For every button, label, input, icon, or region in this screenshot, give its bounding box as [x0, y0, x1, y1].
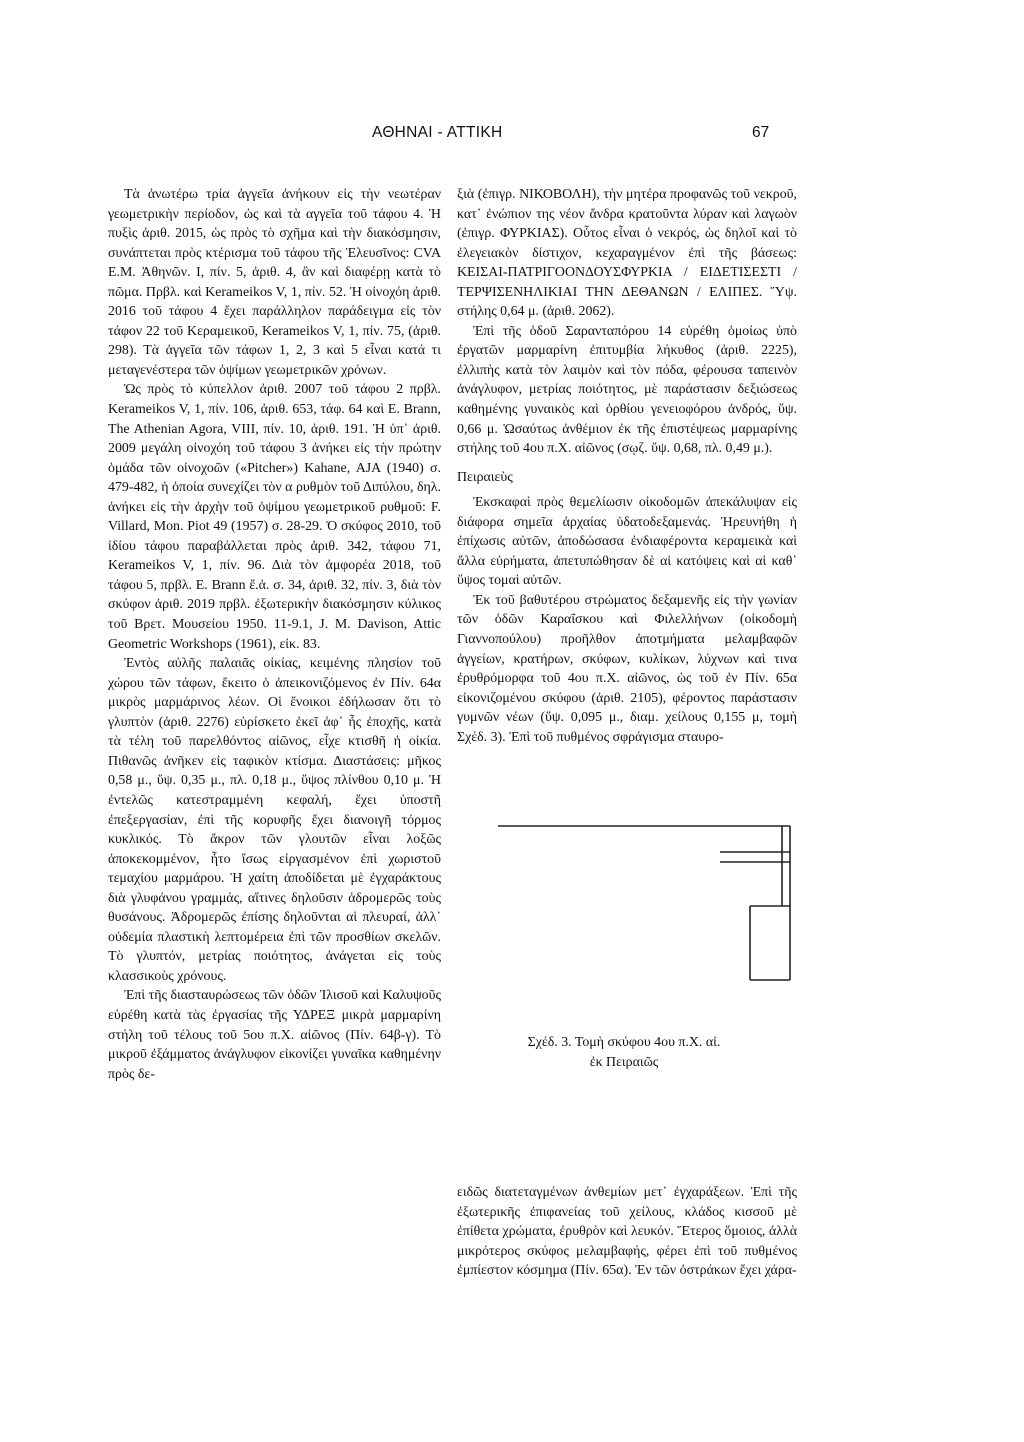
paragraph: Ἐκ τοῦ βαθυτέρου στρώματος δεξαμενῆς εἰς τὴν γωνίαν τῶν ὁδῶν Καραΐσκου καὶ Φιλελλήνων (οἰκοδομὴ Γιαννοπούλου) προῆλθον ἀποτμήματα μελαμβαφῶν ἀγγείων, κρατήρων, σκύφων, κυλίκων, λύχνων καὶ τινα ἐρυθρόμορφα τοῦ 4ου π.Χ. αἰῶνος, ὡς τοῦ ἐν Πίν. 65α εἰκονιζομένου σκύφου (ἀριθ. 2105), φέροντος παράστασιν γυμνῶν νέων (ὕψ. 0,095 μ., διαμ. χείλους 0,155 μ, τομὴ Σχέδ. 3). Ἐπὶ τοῦ πυθμένος σφράγισμα σταυρο-: [457, 592, 797, 745]
page-header: [0, 124, 1024, 148]
paragraph: Ὡς πρὸς τὸ κύπελλον ἀριθ. 2007 τοῦ τάφου 2 πρβλ. Kerameikos V, 1, πίν. 106, ἀριθ. 653, τάφ. 64 καὶ E. Brann, The Athenian Agora, VIII, πίν. 10, ἀριθ. 191. Ἡ ὑπ᾽ ἀριθ. 2009 μεγάλη οἰνοχόη τοῦ τάφου 3 ἀνήκει εἰς τὴν πρώτην ὁμάδα τῶν οἰνοχοῶν («Pitcher») Kahane, AJA (1940) σ. 479-482, ἡ ὁποία συνεχίζει τὸν α ρυθμὸν τοῦ Διπύλου, δηλ. ἀνήκει εἰς τὴν ἀρχὴν τοῦ ὀψίμου γεωμετρικοῦ ρυθμοῦ: F. Villard, Mon. Piot 49 (1957) σ. 28-29. Ὁ σκύφος 2010, τοῦ ἰδίου τάφου παραβάλλεται πρὸς ἀριθ. 342, τάφου 71, Kerameikos V, 1, πίν. 96. Διὰ τὸν ἀμφορέα 2018, τοῦ τάφου 5, πρβλ. E. Brann ἔ.ἀ. σ. 34, ἀριθ. 32, πίν. 3, διὰ τὸν σκύφον ἀριθ. 2019 πρβλ. ἐξωτερικὴν διακόσμησιν κύλικος τοῦ Βρετ. Μουσείου 1950. 11-9.1, J. M. Davison, Attic Geometric Workshops (1961), εἰκ. 83.: [108, 382, 441, 652]
caption-line: Σχέδ. 3. Τομὴ σκύφου 4ου π.Χ. αἰ.: [527, 1035, 721, 1050]
right-column-bottom: [457, 1183, 797, 1281]
paragraph: Ἐπὶ τῆς διασταυρώσεως τῶν ὁδῶν Ἰλισοῦ καὶ Καλυψοῦς εὑρέθη κατὰ τὰς ἐργασίας τῆς ΥΔΡΕΞ μικρὰ μαρμαρίνη στήλη τοῦ τέλους τοῦ 5ου π.Χ. αἰῶνος (Πίν. 64β-γ). Τὸ μικροῦ ἐξάμματος ἀνάγλυφον εἰκονίζει γυναῖκα καθημένην πρὸς δε-: [108, 988, 441, 1082]
section-heading: Πειραιεὺς: [457, 469, 513, 485]
paragraph: Ἐντὸς αὐλῆς παλαιᾶς οἰκίας, κειμένης πλησίον τοῦ χώρου τῶν τάφων, ἔκειτο ὁ ἀπεικονιζόμενος ἐν Πίν. 64α μικρὸς μαρμάρινος λέων. Οἱ ἔνοικοι ἐδήλωσαν ὅτι τὸ γλυπτὸν (ἀριθ. 2276) εὑρίσκετο ἐκεῖ ἀφ᾽ ἧς ἐποχῆς, κατὰ τὰ τέλη τοῦ παρελθόντος αἰῶνος, εἶχε κτισθῆ ἡ οἰκία. Πιθανῶς ἀνῆκεν εἰς ταφικὸν κτίσμα. Διαστάσεις: μῆκος 0,58 μ., ὕψ. 0,35 μ., πλ. 0,18 μ., ὕψος πλίνθου 0,10 μ. Ἡ ἐντελῶς κατεστραμμένη κεφαλή, ἔχει ὑποστῆ ἐπεξεργασίαν, ἐπὶ τῆς κορυφῆς ἔχει διανοιγῆ τόρμος κυκλικός. Τὸ ἄκρον τῶν γλουτῶν εἶναι λοξῶς ἀποκεκομμένον, ἦτο ἴσως εἰργασμένον ἐπὶ χωριστοῦ τεμαχίου μαρμάρου. Ἡ χαίτη ἀποδίδεται μὲ ἐγχαράκτους διὰ γλυφάνου γραμμάς, αἵτινες δηλοῦσιν ἁδρομερῶς τοὺς θυσάνους. Ἁδρομερῶς ἐπίσης δηλοῦνται αἱ πλευραί, ἀλλ᾽ οὐδεμία πλαστικὴ λεπτομέρεια ἐπὶ τῶν προσθίων σκελῶν. Τὸ γλυπτόν, μετρίας ποιότητος, ἀνάγεται εἰς τοὺς κλασσικοὺς χρόνους.: [108, 656, 441, 984]
page-number: 67: [752, 124, 770, 141]
paragraph: ειδῶς διατεταγμένων ἀνθεμίων μετ᾽ ἐγχαράξεων. Ἐπὶ τῆς ἐξωτερικῆς ἐπιφανείας τοῦ χείλους, κλάδος κισσοῦ μὲ ἐπίθετα χρώματα, ἐρυθρὸν καὶ λευκόν. Ἕτερος ὅμοιος, ἀλλὰ μικρότερος σκύφος μελαμβαφής, φέρει ἐπὶ τοῦ πυθμένος ἐμπίεστον κόσμημα (Πίν. 65α). Ἐν τῶν ὀστράκων ἔχει χάρα-: [457, 1185, 797, 1279]
figure-caption: [495, 1033, 753, 1072]
caption-line: ἐκ Πειραιῶς: [589, 1054, 659, 1070]
paragraph: Ἐπὶ τῆς ὁδοῦ Σαρανταπόρου 14 εὑρέθη ὁμοίως ὑπὸ ἐργατῶν μαρμαρίνη ἐπιτυμβία λήκυθος (ἀριθ. 2225), ἐλλιπὴς κατὰ τὸν λαιμὸν καὶ τὸν πόδα, φέρουσα ταπεινὸν ἀνάγλυφον, μετρίας ποιότητος, μὲ παράστασιν δεξιώσεως καθημένης γυναικὸς καὶ ὀρθίου γενειοφόρου ἀνδρός, ὕψ. 0,66 μ. Ὡσαύτως ἀνθέμιον ἐκ τῆς ἐπιστέψεως μαρμαρίνης στήλης τοῦ 4ου π.Χ. αἰῶνος (σῳζ. ὕψ. 0,68, πλ. 0,49 μ.).: [457, 323, 797, 457]
paragraph: Τὰ ἀνωτέρω τρία ἀγγεῖα ἀνήκουν εἰς τὴν νεωτέραν γεωμετρικὴν περίοδον, ὡς καὶ τὰ αγγεῖα τοῦ τάφου 4. Ἡ πυξὶς ἀριθ. 2015, ὡς πρὸς τὸ σχῆμα καὶ τὴν διακόσμησιν, συνάπτεται πρὸς κτέρισμα τοῦ τάφου τῆς Ἐλευσῖνος: CVA E.M. Ἀθηνῶν. I, πίν. 5, ἀριθ. 4, ἂν καὶ διαφέρῃ κατὰ τὸ πῶμα. Πρβλ. καὶ Kerameikos V, 1, πίν. 52. Ἡ οἰνοχόη ἀριθ. 2016 τοῦ τάφου 4 ἔχει παράλληλον παράδειγμα εἰς τὸν τάφον 22 τοῦ Κεραμεικοῦ, Kerameikos V, 1, πίν. 75, (ἀριθ. 298). Τὰ ἀγγεῖα τῶν τάφων 1, 2, 3 καὶ 5 εἶναι κατά τι μεταγενέστερα τῶν ὀψίμων γεωμετρικῶν χρόνων.: [108, 187, 441, 378]
paragraph: Ἐκσκαφαὶ πρὸς θεμελίωσιν οἰκοδομῶν ἀπεκάλυψαν εἰς διάφορα σημεῖα ἀρχαίας ὑδατοδεξαμενάς. Ἠρευνήθη ἡ ἐπίχωσις αὐτῶν, ἀποδώσασα ἐνδιαφέροντα κεραμεικὰ καὶ ἄλλα εὑρήματα, ἀπετυπώθησαν δὲ αἱ κατόψεις καὶ αἱ καθ᾽ ὕψος τομαὶ αὐτῶν.: [457, 495, 797, 589]
right-column-top: [457, 185, 797, 747]
skyphos-section-drawing: [498, 820, 798, 1010]
running-title: ΑΘΗΝΑΙ - ΑΤΤΙΚΗ: [372, 124, 503, 141]
paragraph: ξιὰ (ἐπιγρ. ΝΙΚΟΒΟΛΗ), τὴν μητέρα προφανῶς τοῦ νεκροῦ, κατ᾽ ἐνώπιον της νέον ἄνδρα κρατοῦντα λύραν καὶ λαγωὸν (ἐπιγρ. ΦΥΡΚΙΑΣ). Οὗτος εἶναι ὁ νεκρός, ὡς δηλοῖ καὶ τὸ ἐλεγειακὸν δίστιχον, κεχαραγμένον ἐπὶ τῆς βάσεως: ΚΕΙΣΑΙ-ΠΑΤΡΙΓΟΟΝΔΟΥΣΦΥΡΚΙΑ / ΕΙΔΕΤΙΣΕΣΤΙ / ΤΕΡΨΙΣΕΝΗΛΙΚΙΑΙ ΤΗΝ ΔΕΘΑΝΩΝ / ΕΛΙΠΕΣ. Ὕψ. στήλης 0,64 μ. (ἀριθ. 2062).: [457, 187, 797, 320]
left-column: [108, 185, 441, 1084]
